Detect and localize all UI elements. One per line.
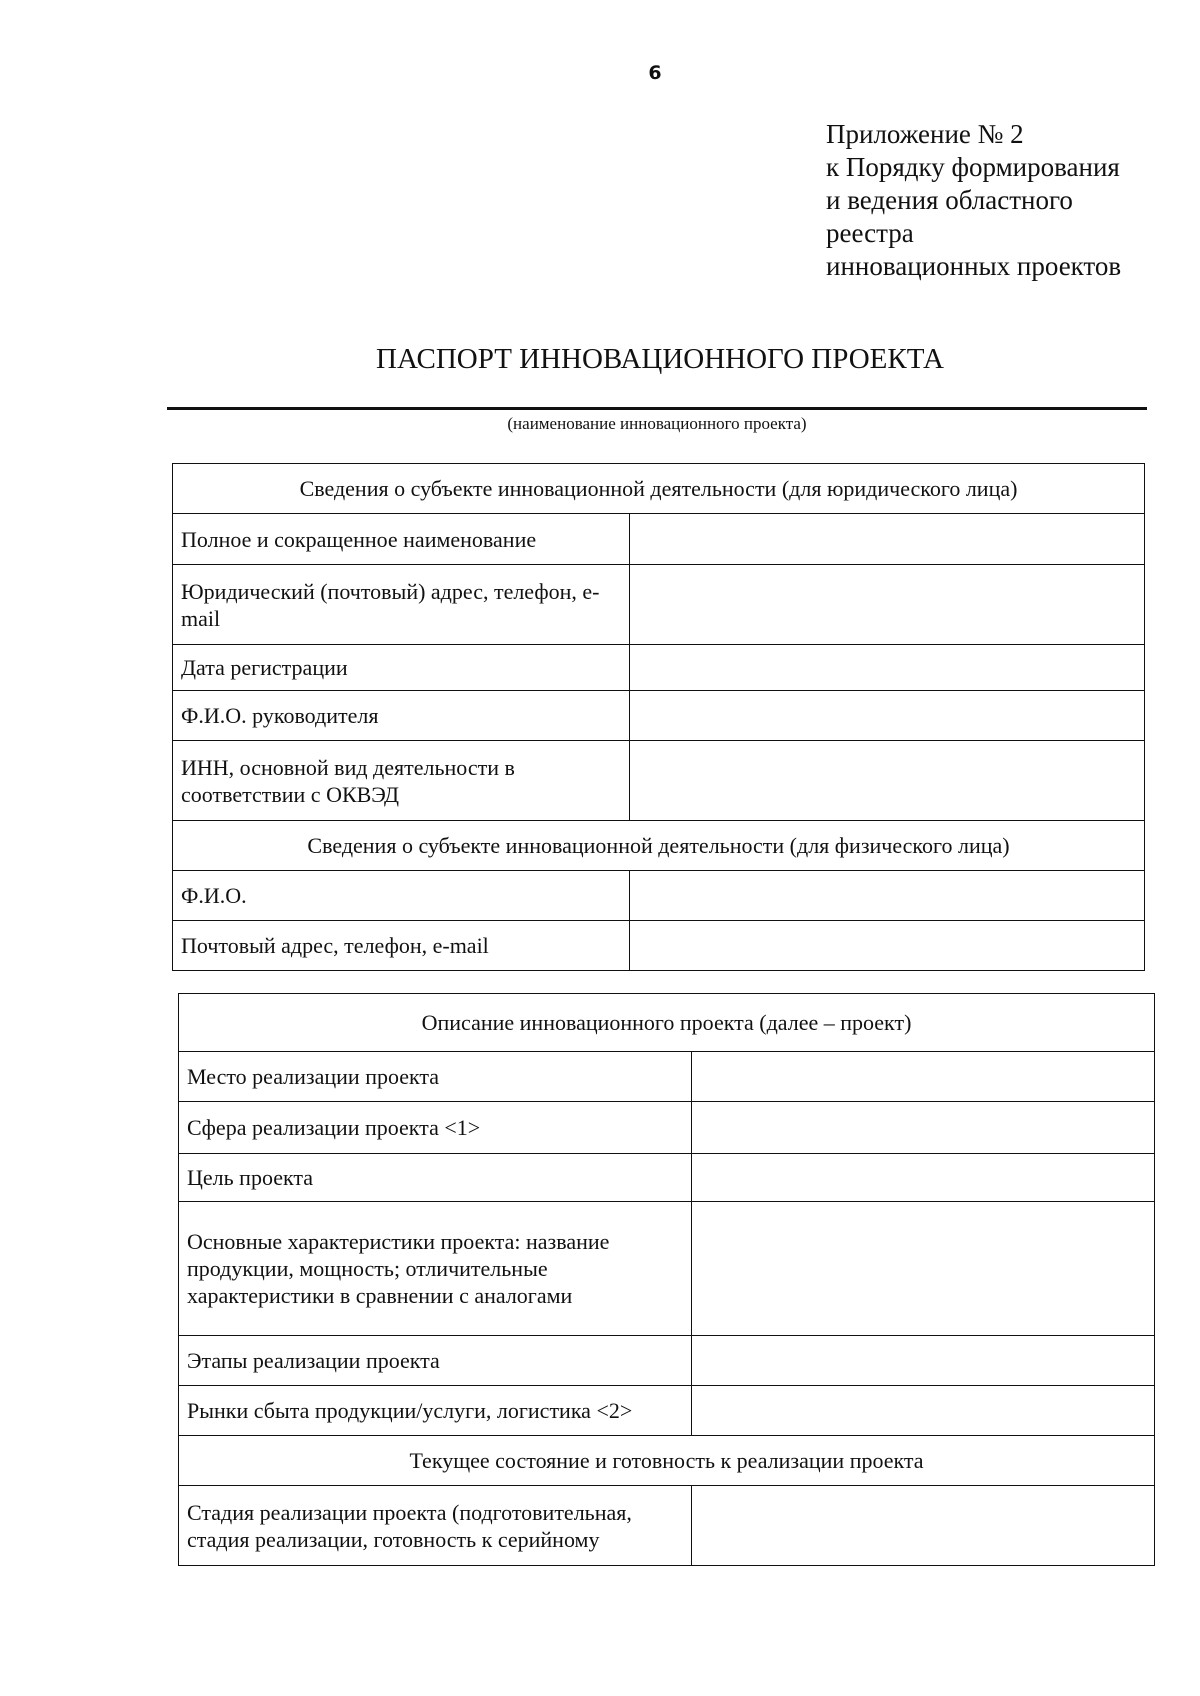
subject-info-table: [172, 463, 1145, 971]
value-cell-full-name[interactable]: [630, 514, 1145, 565]
project-name-line[interactable]: [167, 407, 1147, 410]
value-cell-individual-address[interactable]: [630, 921, 1145, 971]
value-cell-project-sphere[interactable]: [692, 1102, 1155, 1154]
value-cell-individual-name[interactable]: [630, 871, 1145, 921]
value-cell-project-stages[interactable]: [692, 1336, 1155, 1386]
document-title: ПАСПОРТ ИННОВАЦИОННОГО ПРОЕКТА: [376, 343, 944, 375]
value-cell-legal-address[interactable]: [630, 565, 1145, 645]
section-header-individual: Сведения о субъекте инновационной деятельности (для физического лица): [173, 821, 1145, 871]
section-header-project-status: Текущее состояние и готовность к реализации проекта: [179, 1436, 1155, 1486]
project-name-caption: (наименование инновационного проекта): [507, 414, 807, 433]
row-label-project-stage: Стадия реализации проекта (подготовительная, стадия реализации, готовность к серийному: [179, 1486, 692, 1566]
appendix-line: реестра: [826, 218, 914, 248]
appendix-line: инновационных проектов: [826, 251, 1122, 281]
row-label-project-characteristics: Основные характеристики проекта: название продукции, мощность; отличительные характеристики в сравнении с аналогами: [179, 1202, 692, 1336]
row-label-project-sphere: Сфера реализации проекта <1>: [179, 1102, 692, 1154]
value-cell-project-goal[interactable]: [692, 1154, 1155, 1202]
row-label-full-name: Полное и сокращенное наименование: [173, 514, 630, 565]
row-label-project-location: Место реализации проекта: [179, 1052, 692, 1102]
row-label-inn-okved: ИНН, основной вид деятельности в соответствии с ОКВЭД: [173, 741, 630, 821]
value-cell-inn-okved[interactable]: [630, 741, 1145, 821]
section-header-project-description: Описание инновационного проекта (далее – проект): [179, 994, 1155, 1052]
row-label-project-stages: Этапы реализации проекта: [179, 1336, 692, 1386]
value-cell-registration-date[interactable]: [630, 645, 1145, 691]
value-cell-director-name[interactable]: [630, 691, 1145, 741]
row-label-director-name: Ф.И.О. руководителя: [173, 691, 630, 741]
project-description-table: [178, 993, 1155, 1566]
row-label-individual-address: Почтовый адрес, телефон, e-mail: [173, 921, 630, 971]
value-cell-project-stage[interactable]: [692, 1486, 1155, 1566]
appendix-note: [826, 118, 1186, 283]
section-header-legal-entity: Сведения о субъекте инновационной деятельности (для юридического лица): [173, 464, 1145, 514]
row-label-individual-name: Ф.И.О.: [173, 871, 630, 921]
row-label-legal-address: Юридический (почтовый) адрес, телефон, e-mail: [173, 565, 630, 645]
appendix-line: к Порядку формирования: [826, 152, 1120, 182]
row-label-sales-markets: Рынки сбыта продукции/услуги, логистика <2>: [179, 1386, 692, 1436]
row-label-project-goal: Цель проекта: [179, 1154, 692, 1202]
appendix-line: и ведения областного: [826, 185, 1073, 215]
page-number: 6: [648, 62, 662, 84]
value-cell-project-characteristics[interactable]: [692, 1202, 1155, 1336]
appendix-line: Приложение № 2: [826, 119, 1024, 149]
value-cell-project-location[interactable]: [692, 1052, 1155, 1102]
value-cell-sales-markets[interactable]: [692, 1386, 1155, 1436]
row-label-registration-date: Дата регистрации: [173, 645, 630, 691]
